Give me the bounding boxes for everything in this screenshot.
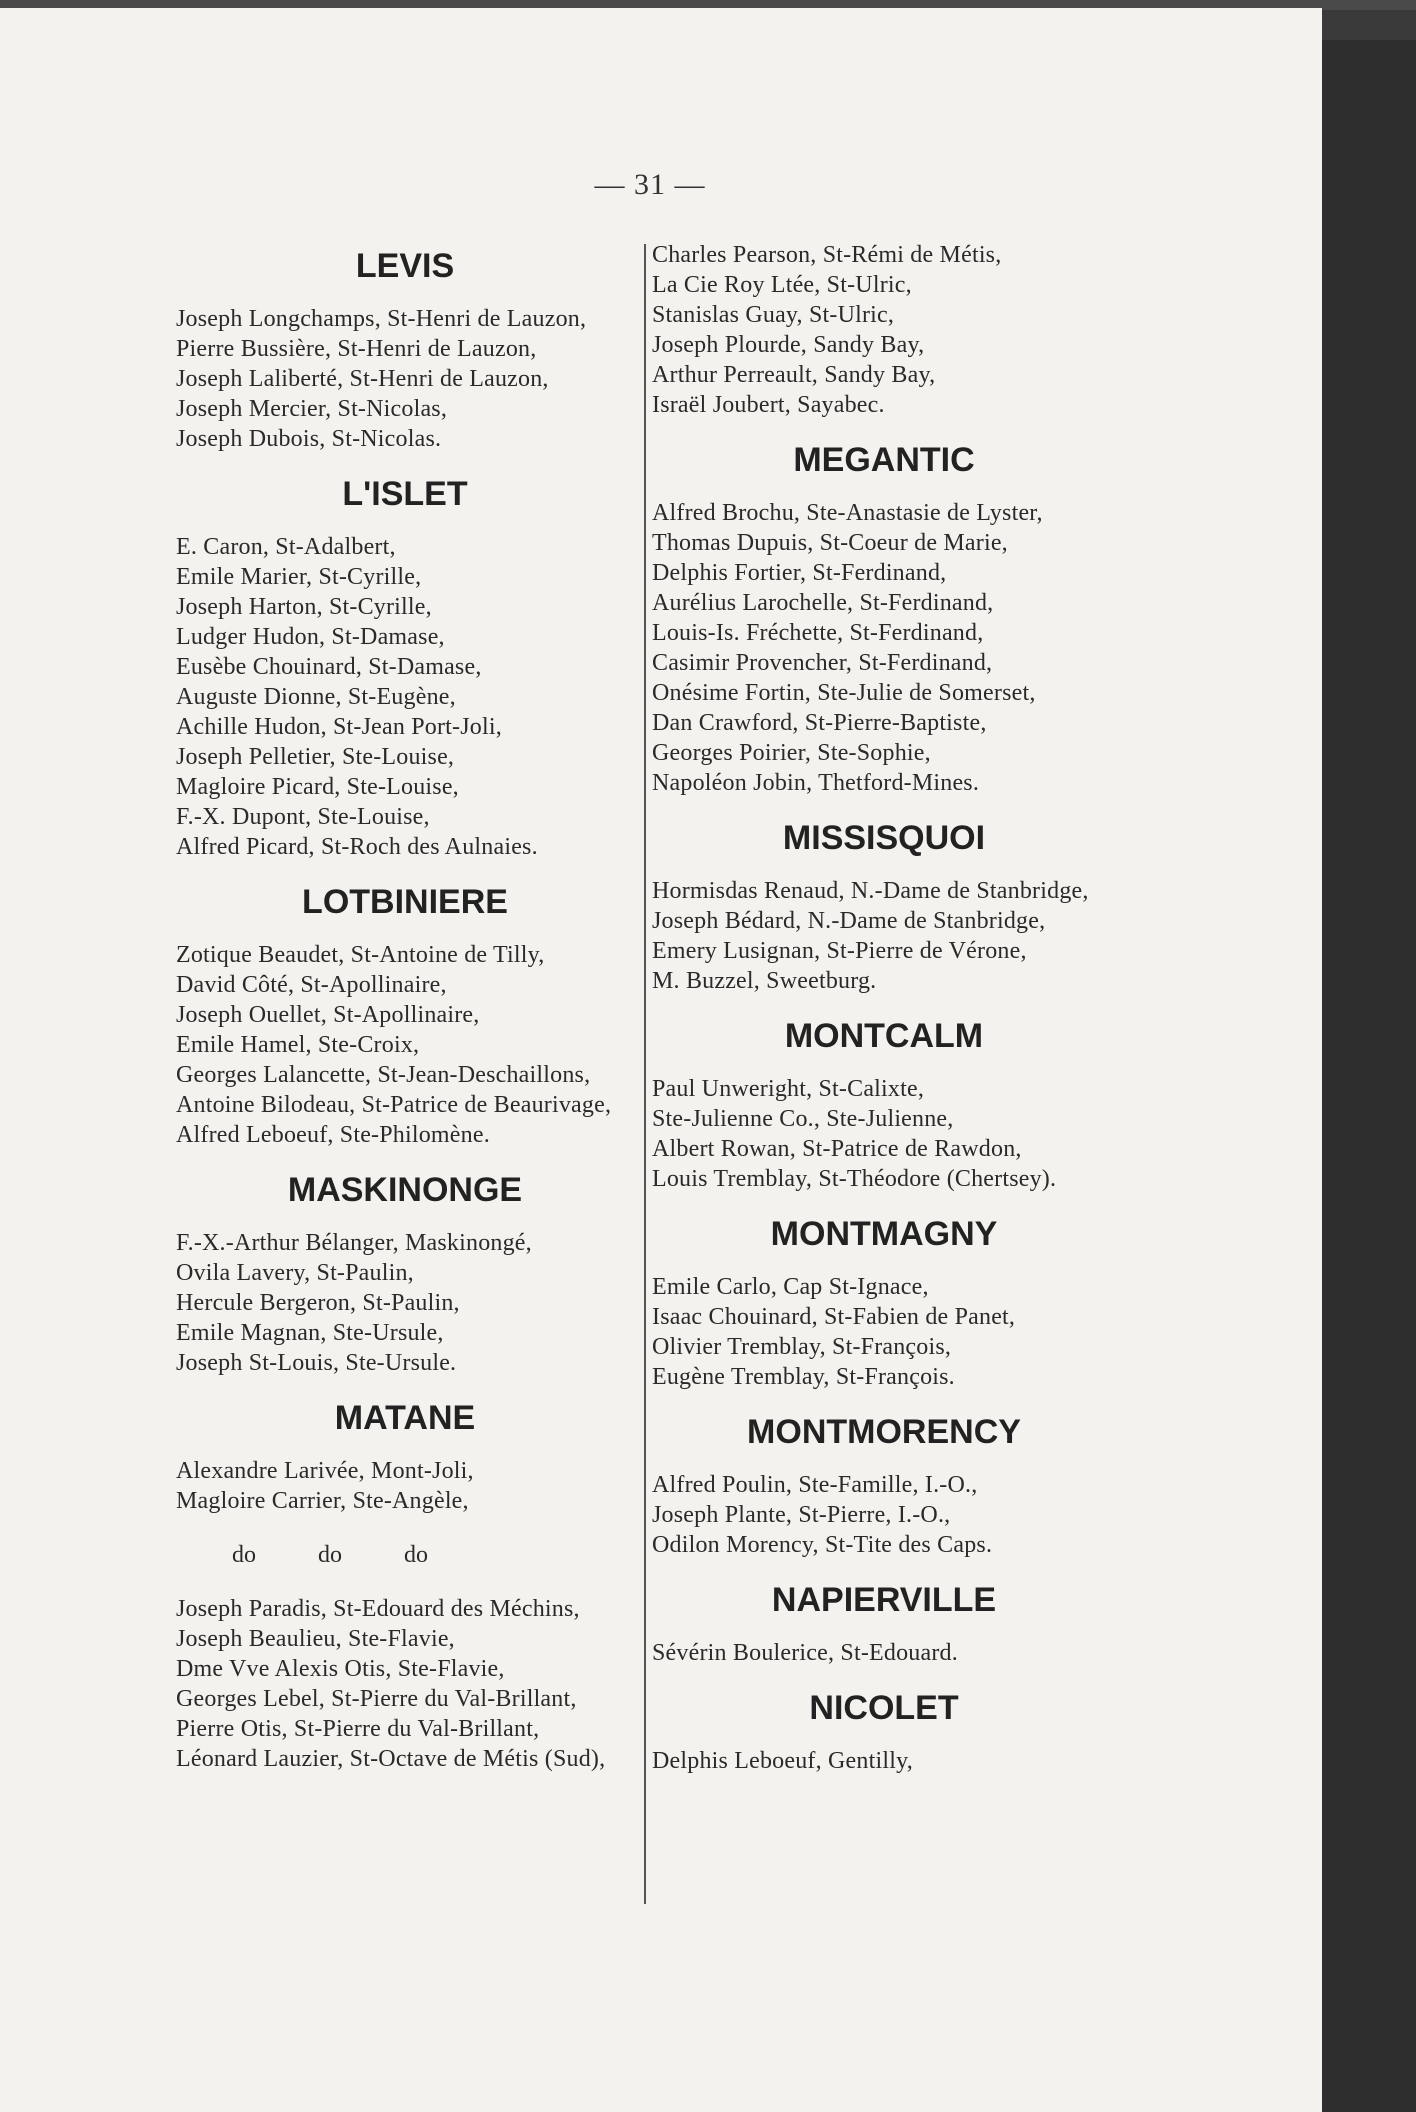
section-montmagny: [652, 1194, 1116, 1392]
directory-entry: Thomas Dupuis, St-Coeur de Marie,: [652, 530, 1008, 556]
directory-entry: E. Caron, St-Adalbert,: [176, 534, 396, 560]
directory-entry: Dme Vve Alexis Otis, Ste-Flavie,: [176, 1656, 505, 1682]
directory-entry: Emile Hamel, Ste-Croix,: [176, 1032, 420, 1058]
county-heading: MONTCALM: [784, 1017, 984, 1055]
directory-entry: Joseph Bédard, N.-Dame de Stanbridge,: [652, 908, 1046, 934]
directory-entry: F.-X. Dupont, Ste-Louise,: [176, 804, 430, 830]
directory-entry: Emile Carlo, Cap St-Ignace,: [652, 1274, 929, 1300]
directory-entry: Stanislas Guay, St-Ulric,: [652, 302, 895, 328]
directory-entry: Onésime Fortin, Ste-Julie de Somerset,: [652, 680, 1036, 706]
directory-entry: Hormisdas Renaud, N.-Dame de Stanbridge,: [652, 878, 1089, 904]
directory-entry: F.-X.-Arthur Bélanger, Maskinongé,: [176, 1230, 532, 1256]
directory-entry: Aurélius Larochelle, St-Ferdinand,: [652, 590, 994, 616]
county-heading: MATANE: [334, 1399, 476, 1437]
section-lotbiniere: [176, 862, 634, 1150]
directory-entry: Joseph Paradis, St-Edouard des Méchins,: [176, 1596, 580, 1622]
directory-entry: Louis-Is. Fréchette, St-Ferdinand,: [652, 620, 984, 646]
directory-entry: David Côté, St-Apollinaire,: [176, 972, 447, 998]
section-nicolet: [652, 1668, 1116, 1776]
directory-entry: Louis Tremblay, St-Théodore (Chertsey).: [652, 1166, 1057, 1192]
directory-entry: Joseph Plante, St-Pierre, I.-O.,: [652, 1502, 951, 1528]
directory-entry: Alexandre Larivée, Mont-Joli,: [176, 1458, 474, 1484]
directory-entry: Georges Lalancette, St-Jean-Deschaillons,: [176, 1062, 591, 1088]
directory-entry: Joseph Pelletier, Ste-Louise,: [176, 744, 455, 770]
directory-entry: Ludger Hudon, St-Damase,: [176, 624, 445, 650]
directory-entry: Ovila Lavery, St-Paulin,: [176, 1260, 414, 1286]
directory-entry: Alfred Leboeuf, Ste-Philomène.: [176, 1122, 490, 1148]
directory-entry: Delphis Fortier, St-Ferdinand,: [652, 560, 947, 586]
directory-entry: Joseph Mercier, St-Nicolas,: [176, 396, 448, 422]
directory-entry: Joseph Harton, St-Cyrille,: [176, 594, 432, 620]
county-heading: MEGANTIC: [793, 441, 975, 479]
county-heading: NAPIERVILLE: [771, 1581, 997, 1619]
directory-entry: Arthur Perreault, Sandy Bay,: [652, 362, 936, 388]
directory-entry: Georges Lebel, St-Pierre du Val-Brillant,: [176, 1686, 577, 1712]
directory-entry: Emery Lusignan, St-Pierre de Vérone,: [652, 938, 1027, 964]
directory-entry: Joseph Longchamps, St-Henri de Lauzon,: [176, 306, 587, 332]
directory-entry: M. Buzzel, Sweetburg.: [652, 968, 877, 994]
directory-entry: Joseph Dubois, St-Nicolas.: [176, 426, 442, 452]
directory-entry: La Cie Roy Ltée, St-Ulric,: [652, 272, 912, 298]
directory-entry: Albert Rowan, St-Patrice de Rawdon,: [652, 1136, 1022, 1162]
section-missisquoi: [652, 798, 1116, 996]
section-megantic: [652, 420, 1116, 798]
directory-entry: Achille Hudon, St-Jean Port-Joli,: [176, 714, 502, 740]
directory-entry: do do do: [232, 1542, 428, 1568]
directory-entry: Léonard Lauzier, St-Octave de Métis (Sud),: [176, 1746, 606, 1772]
section-levis: [176, 244, 634, 454]
directory-entry: Emile Magnan, Ste-Ursule,: [176, 1320, 444, 1346]
directory-entry: Magloire Picard, Ste-Louise,: [176, 774, 459, 800]
county-heading: LEVIS: [355, 247, 455, 285]
directory-entry: Zotique Beaudet, St-Antoine de Tilly,: [176, 942, 545, 968]
directory-entry: Dan Crawford, St-Pierre-Baptiste,: [652, 710, 987, 736]
directory-entry: Emile Marier, St-Cyrille,: [176, 564, 422, 590]
directory-entry: Hercule Bergeron, St-Paulin,: [176, 1290, 460, 1316]
directory-entry: Casimir Provencher, St-Ferdinand,: [652, 650, 993, 676]
section-montmorency: [652, 1392, 1116, 1560]
directory-entry: Odilon Morency, St-Tite des Caps.: [652, 1532, 993, 1558]
directory-entry: Charles Pearson, St-Rémi de Métis,: [652, 242, 1002, 268]
directory-entry: Israël Joubert, Sayabec.: [652, 392, 885, 418]
directory-entry: Ste-Julienne Co., Ste-Julienne,: [652, 1106, 954, 1132]
directory-entry: Paul Unweright, St-Calixte,: [652, 1076, 925, 1102]
directory-entry: Joseph Laliberté, St-Henri de Lauzon,: [176, 366, 549, 392]
directory-entry: Joseph St-Louis, Ste-Ursule.: [176, 1350, 457, 1376]
county-heading: L'ISLET: [342, 475, 468, 513]
county-heading: MISSISQUOI: [782, 819, 986, 857]
section-matane: [176, 1378, 634, 1774]
county-heading: NICOLET: [809, 1689, 959, 1727]
directory-entry: Alfred Poulin, Ste-Famille, I.-O.,: [652, 1472, 978, 1498]
column-divider: [644, 244, 646, 1904]
document-page: [0, 8, 1322, 2112]
directory-entry: Magloire Carrier, Ste-Angèle,: [176, 1488, 469, 1514]
directory-entry: Pierre Bussière, St-Henri de Lauzon,: [176, 336, 537, 362]
section-continued: [652, 240, 1116, 420]
county-heading: MASKINONGE: [287, 1171, 523, 1209]
directory-entry: Alfred Picard, St-Roch des Aulnaies.: [176, 834, 538, 860]
county-heading: MONTMAGNY: [770, 1215, 998, 1253]
county-heading: MONTMORENCY: [747, 1413, 1021, 1451]
left-column: [176, 240, 634, 1774]
directory-entry: Auguste Dionne, St-Eugène,: [176, 684, 456, 710]
section-napierville: [652, 1560, 1116, 1668]
directory-entry: Joseph Ouellet, St-Apollinaire,: [176, 1002, 480, 1028]
directory-entry: Isaac Chouinard, St-Fabien de Panet,: [652, 1304, 1016, 1330]
directory-entry: Antoine Bilodeau, St-Patrice de Beaurivage,: [176, 1092, 612, 1118]
directory-entry: Sévérin Boulerice, St-Edouard.: [652, 1640, 958, 1666]
directory-entry: Joseph Beaulieu, Ste-Flavie,: [176, 1626, 455, 1652]
directory-entry: Olivier Tremblay, St-François,: [652, 1334, 952, 1360]
section-l-islet: [176, 454, 634, 862]
directory-entry: Napoléon Jobin, Thetford-Mines.: [652, 770, 980, 796]
section-maskinonge: [176, 1150, 634, 1378]
right-column: [652, 240, 1116, 1776]
page-number: — 31 —: [594, 168, 706, 201]
scan-right-edge: [1320, 40, 1416, 2112]
directory-entry: Eusèbe Chouinard, St-Damase,: [176, 654, 482, 680]
section-montcalm: [652, 996, 1116, 1194]
directory-entry: Georges Poirier, Ste-Sophie,: [652, 740, 931, 766]
directory-entry: Pierre Otis, St-Pierre du Val-Brillant,: [176, 1716, 540, 1742]
directory-entry: Eugène Tremblay, St-François.: [652, 1364, 955, 1390]
directory-entry: Alfred Brochu, Ste-Anastasie de Lyster,: [652, 500, 1043, 526]
directory-entry: Joseph Plourde, Sandy Bay,: [652, 332, 925, 358]
directory-entry: Delphis Leboeuf, Gentilly,: [652, 1748, 913, 1774]
county-heading: LOTBINIERE: [302, 883, 508, 921]
